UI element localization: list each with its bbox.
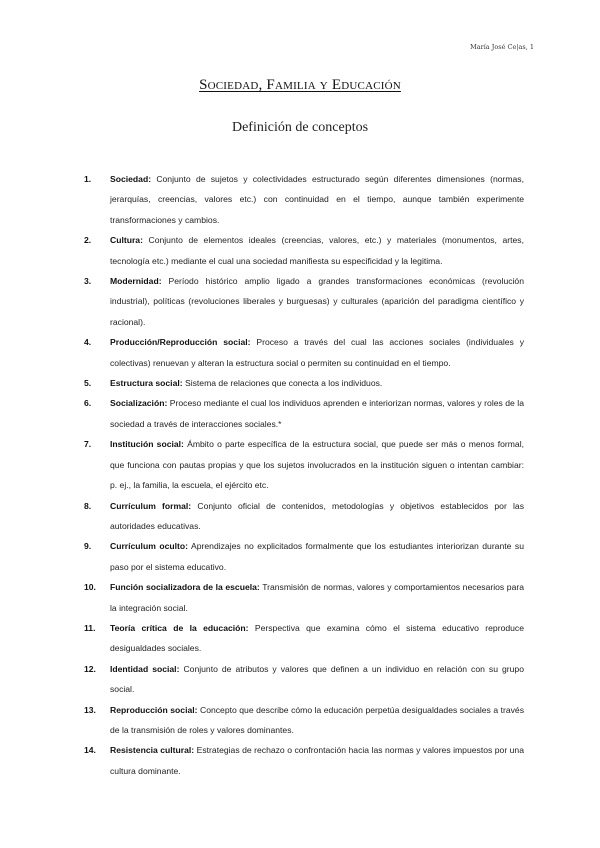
list-item bbox=[84, 230, 524, 271]
list-item bbox=[84, 393, 524, 434]
item-definition: Sistema de relaciones que conecta a los individuos. bbox=[182, 378, 383, 389]
item-term: Producción/Reproducción social: bbox=[110, 337, 251, 348]
page-subtitle: Definición de conceptos bbox=[231, 120, 369, 135]
item-number: 7. bbox=[84, 439, 92, 450]
item-term: Socialización: bbox=[110, 398, 168, 409]
list-item bbox=[84, 577, 524, 618]
item-number: 8. bbox=[84, 500, 92, 511]
item-term: Estructura social: bbox=[110, 378, 183, 389]
list-item bbox=[84, 496, 524, 537]
list-item bbox=[84, 169, 524, 230]
item-term: Currículum formal: bbox=[110, 500, 192, 511]
item-term: Cultura: bbox=[110, 235, 143, 246]
list-item bbox=[84, 271, 524, 332]
item-definition: Conjunto de sujetos y colectividades estructurado según diferentes dimensiones (normas, jerarquías, creencias, valores etc.) con continuidad en el tiempo, aunque también experimente transformaciones y cambios. bbox=[110, 174, 524, 225]
item-term: Currículum oculto: bbox=[110, 541, 188, 552]
item-number: 6. bbox=[84, 398, 92, 409]
list-item bbox=[84, 700, 524, 741]
item-term: Institución social: bbox=[110, 439, 184, 450]
item-definition: Estrategias de rechazo o confrontación hacia las normas y valores impuestos por una cultura dominante. bbox=[110, 745, 524, 776]
list-item bbox=[84, 659, 524, 700]
list-item bbox=[84, 434, 524, 495]
item-term: Teoría crítica de la educación: bbox=[110, 622, 249, 633]
item-term: Resistencia cultural: bbox=[110, 745, 195, 756]
item-definition: Proceso a través del cual las acciones sociales (individuales y colectivas) renuevan y alteran la estructura social o permiten su continuidad en el tiempo. bbox=[110, 337, 524, 368]
list-item bbox=[84, 536, 524, 577]
item-number: 4. bbox=[84, 337, 92, 348]
item-term: Sociedad: bbox=[110, 174, 152, 184]
item-number: 1. bbox=[84, 174, 92, 184]
running-header: María José Ce|as, 1 bbox=[470, 43, 534, 51]
item-term: Función socializadora de la escuela: bbox=[110, 582, 260, 593]
item-number: 14. bbox=[84, 745, 96, 756]
item-number: 3. bbox=[84, 276, 92, 287]
item-term: Identidad social: bbox=[110, 663, 180, 674]
definitions-list bbox=[84, 169, 524, 781]
item-number: 2. bbox=[84, 235, 92, 246]
item-definition: Perspectiva que examina cómo el sistema educativo reproduce desigualdades sociales. bbox=[110, 622, 524, 654]
item-number: 10. bbox=[84, 582, 96, 593]
item-term: Modernidad: bbox=[110, 276, 162, 287]
list-item bbox=[84, 740, 524, 781]
item-definition: Conjunto oficial de contenidos, metodologías y objetivos establecidos por las autoridades educativas. bbox=[110, 500, 524, 531]
item-definition: Aprendizajes no explicitados formalmente que los estudiantes interiorizan durante su paso por el sistema educativo. bbox=[110, 541, 524, 572]
item-definition: Concepto que describe cómo la educación perpetúa desigualdades sociales a través de la transmisión de roles y valores dominantes. bbox=[110, 704, 524, 735]
item-definition: Ámbito o parte específica de la estructura social, que puede ser más o menos formal, que funciona con pautas propias y que los sujetos involucrados en la institución siguen o intentan cambiar: p. ej., la familia, la escuela, el ejército etc. bbox=[110, 439, 524, 491]
item-term: Reproducción social: bbox=[110, 704, 198, 715]
item-number: 5. bbox=[84, 378, 92, 389]
item-definition: Conjunto de elementos ideales (creencias, valores, etc.) y materiales (monumentos, artes, tecnología etc.) mediante el cual una sociedad manifiesta su especificidad y la legitima. bbox=[110, 235, 524, 266]
list-item bbox=[84, 618, 524, 659]
item-definition: Proceso mediante el cual los individuos aprenden e interiorizan normas, valores y roles de la sociedad a través de interacciones sociales.* bbox=[110, 398, 524, 429]
item-definition: Transmisión de normas, valores y comportamientos necesarios para la integración social. bbox=[110, 582, 525, 613]
page-title: Sociedad, Familia y Educación bbox=[199, 77, 401, 93]
item-number: 13. bbox=[84, 704, 96, 715]
list-item bbox=[84, 332, 524, 373]
item-number: 12. bbox=[84, 663, 96, 674]
item-definition: Período histórico amplio ligado a grandes transformaciones económicas (revolución industrial), políticas (revoluciones liberales y burguesas) y culturales (aparición del paradigma científico y racional). bbox=[110, 276, 524, 327]
item-number: 9. bbox=[84, 541, 92, 552]
item-number: 11. bbox=[84, 622, 96, 633]
item-definition: Conjunto de atributos y valores que definen a un individuo en relación con su grupo social. bbox=[110, 663, 524, 695]
list-item bbox=[84, 373, 524, 393]
